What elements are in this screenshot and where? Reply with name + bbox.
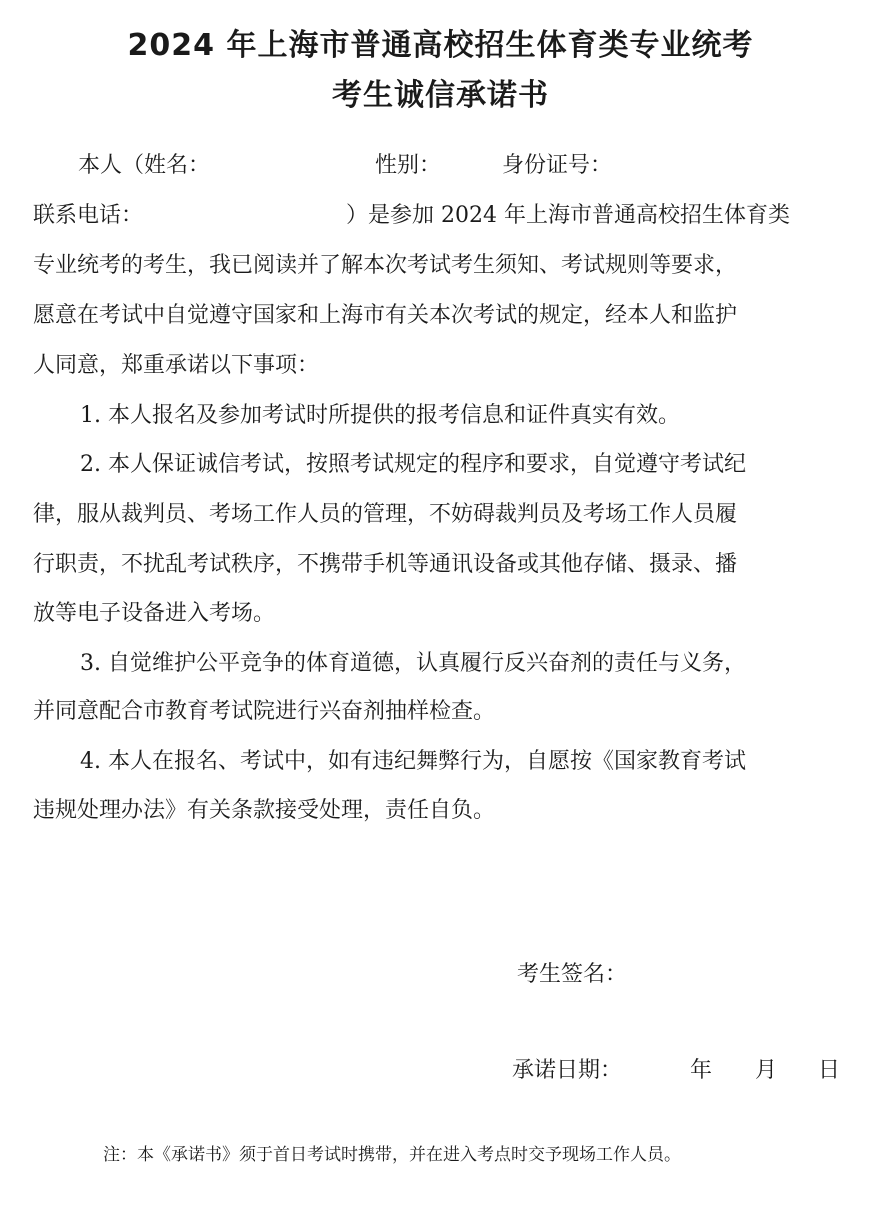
item3-line2: 并同意配合市教育考试院进行兴奋剂抽样检查。 [33,699,496,724]
date-label: 承诺日期： [512,1058,623,1083]
item4-line2: 违规处理办法》有关条款接受处理，责任自负。 [33,798,496,823]
item2-line3: 行职责，不扰乱考试秩序，不携带手机等通讯设备或其他存储、摄录、播 [33,552,738,577]
id-number-label: 身份证号： [502,153,613,178]
phone-label: 联系电话： [33,203,144,228]
date-year: 年 [690,1058,713,1083]
intro-line3: 愿意在考试中自觉遵守国家和上海市有关本次考试的规定，经本人和监护 [33,303,738,328]
intro-line4: 人同意，郑重承诺以下事项： [33,353,320,378]
name-label: 本人（姓名： [78,153,211,178]
document-title-line2: 考生诚信承诺书 [332,78,549,113]
item2-line2: 律，服从裁判员、考场工作人员的管理，不妨碍裁判员及考场工作人员履 [33,502,738,527]
gender-label: 性别： [375,153,442,178]
intro-line2: 专业统考的考生，我已阅读并了解本次考试考生须知、考试规则等要求， [33,253,738,278]
date-day: 日 [818,1058,841,1083]
footnote: 注：本《承诺书》须于首日考试时携带，并在进入考点时交予现场工作人员。 [103,1145,681,1165]
signature-label: 考生签名： [517,962,628,987]
intro-line1-tail: ）是参加 2024 年上海市普通高校招生体育类 [346,203,790,228]
item2-line4: 放等电子设备进入考场。 [33,601,276,626]
item2-line1: 2. 本人保证诚信考试，按照考试规定的程序和要求，自觉遵守考试纪 [80,452,746,477]
item3-line1: 3. 自觉维护公平竞争的体育道德，认真履行反兴奋剂的责任与义务， [80,651,746,676]
item4-line1: 4. 本人在报名、考试中，如有违纪舞弊行为，自愿按《国家教育考试 [80,749,746,774]
document-title-line1: 2024 年上海市普通高校招生体育类专业统考 [127,28,754,63]
date-month: 月 [755,1058,778,1083]
item1-line1: 1. 本人报名及参加考试时所提供的报考信息和证件真实有效。 [80,403,680,428]
